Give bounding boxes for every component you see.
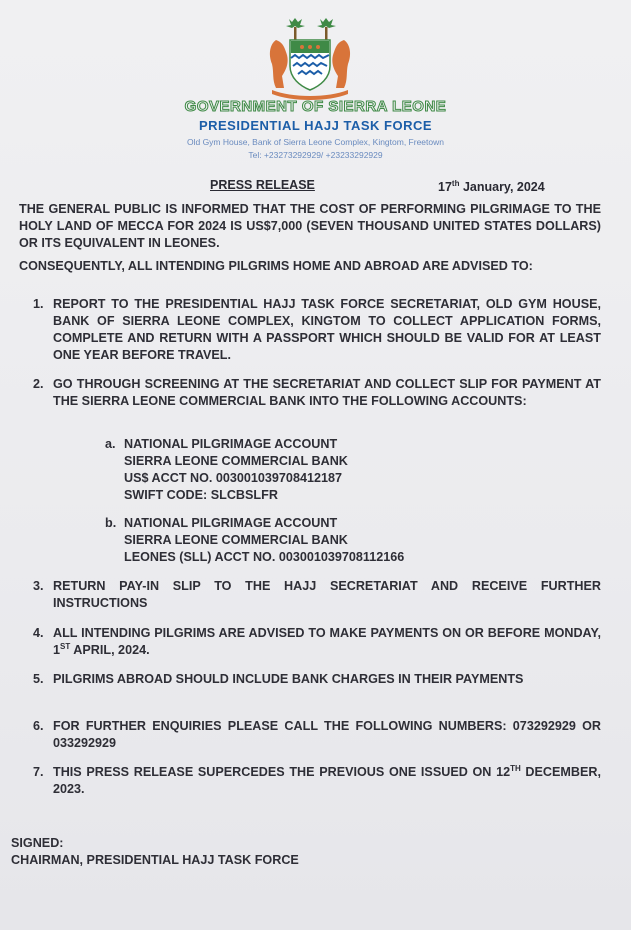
item-number: 5. [33,672,44,686]
account-line: SIERRA LEONE COMMERCIAL BANK [124,533,348,547]
press-release-title: PRESS RELEASE [210,178,315,192]
item-text: RETURN PAY-IN SLIP TO THE HAJJ SECRETARIAT AND RECEIVE FURTHER INSTRUCTIONS [53,579,601,610]
signature-block [11,835,299,869]
list-item [33,718,601,752]
list-item [33,625,601,659]
item-text: ALL INTENDING PILGRIMS ARE ADVISED TO MAKE PAYMENTS ON OR BEFORE MONDAY, 1ST APRIL, 2024. [53,626,601,657]
signed-label: SIGNED: [11,836,64,850]
signatory-title: CHAIRMAN, PRESIDENTIAL HAJJ TASK FORCE [11,853,299,867]
item-number: 1. [33,297,44,311]
account-line: NATIONAL PILGRIMAGE ACCOUNT [124,437,338,451]
item-number: 7. [33,765,44,779]
consequently-paragraph: CONSEQUENTLY, ALL INTENDING PILGRIMS HOME AND ABROAD ARE ADVISED TO: [19,259,533,273]
account-letter: a. [105,437,116,451]
list-item [33,764,601,798]
intro-paragraph: THE GENERAL PUBLIC IS INFORMED THAT THE COST OF PERFORMING PILGRIMAGE TO THE HOLY LAND OF MECCA FOR 2024 IS US$7,000 (SEVEN THOUSAND UNITED STATES DOLLARS) OR ITS EQUIVALENT IN LEONES. [19,202,601,250]
account-letter: b. [105,516,117,530]
account-line: LEONES (SLL) ACCT NO. 003001039708112166 [124,550,405,564]
list-item [33,671,601,688]
item-number: 3. [33,579,44,593]
item-text: PILGRIMS ABROAD SHOULD INCLUDE BANK CHARGES IN THEIR PAYMENTS [53,672,524,686]
letterhead-address: Old Gym House, Bank of Sierra Leone Complex, Kingtom, Freetown [186,137,444,147]
list-item [33,296,601,364]
item-text: GO THROUGH SCREENING AT THE SECRETARIAT AND COLLECT SLIP FOR PAYMENT AT THE SIERRA LEONE COMMERCIAL BANK INTO THE FOLLOWING ACCOUNTS: [53,377,601,408]
account-block-b [105,515,404,566]
item-number: 6. [33,719,44,733]
item-number: 2. [33,377,44,391]
item-text: FOR FURTHER ENQUIRIES PLEASE CALL THE FOLLOWING NUMBERS: 073292929 OR 033292929 [53,719,601,750]
account-line: SWIFT CODE: SLCBSLFR [124,488,278,502]
account-line: US$ ACCT NO. 003001039708412187 [124,471,342,485]
press-release-date: 17th January, 2024 [438,179,545,195]
account-block-a [105,436,348,504]
item-text: THIS PRESS RELEASE SUPERCEDES THE PREVIOUS ONE ISSUED ON 12TH DECEMBER, 2023. [53,763,601,796]
account-line: SIERRA LEONE COMMERCIAL BANK [124,454,348,468]
coat-of-arms-icon [262,14,358,100]
list-item [33,578,601,612]
item-text: REPORT TO THE PRESIDENTIAL HAJJ TASK FORCE SECRETARIAT, OLD GYM HOUSE, BANK OF SIERRA LEONE COMPLEX, KINGTOM TO COLLECT APPLICATION FORMS, COMPLETE AND RETURN WITH A PASSPORT WHICH SHOULD BE VALID FOR AT LEAST ONE YEAR BEFORE TRAVEL. [53,297,601,362]
list-item [33,376,601,410]
letterhead-task-force: PRESIDENTIAL HAJJ TASK FORCE [198,118,433,133]
letterhead-telephone: Tel: +23273292929/ +23233292929 [248,150,383,160]
account-line: NATIONAL PILGRIMAGE ACCOUNT [124,516,338,530]
item-number: 4. [33,626,44,640]
letterhead-government: GOVERNMENT OF SIERRA LEONE [184,98,447,115]
